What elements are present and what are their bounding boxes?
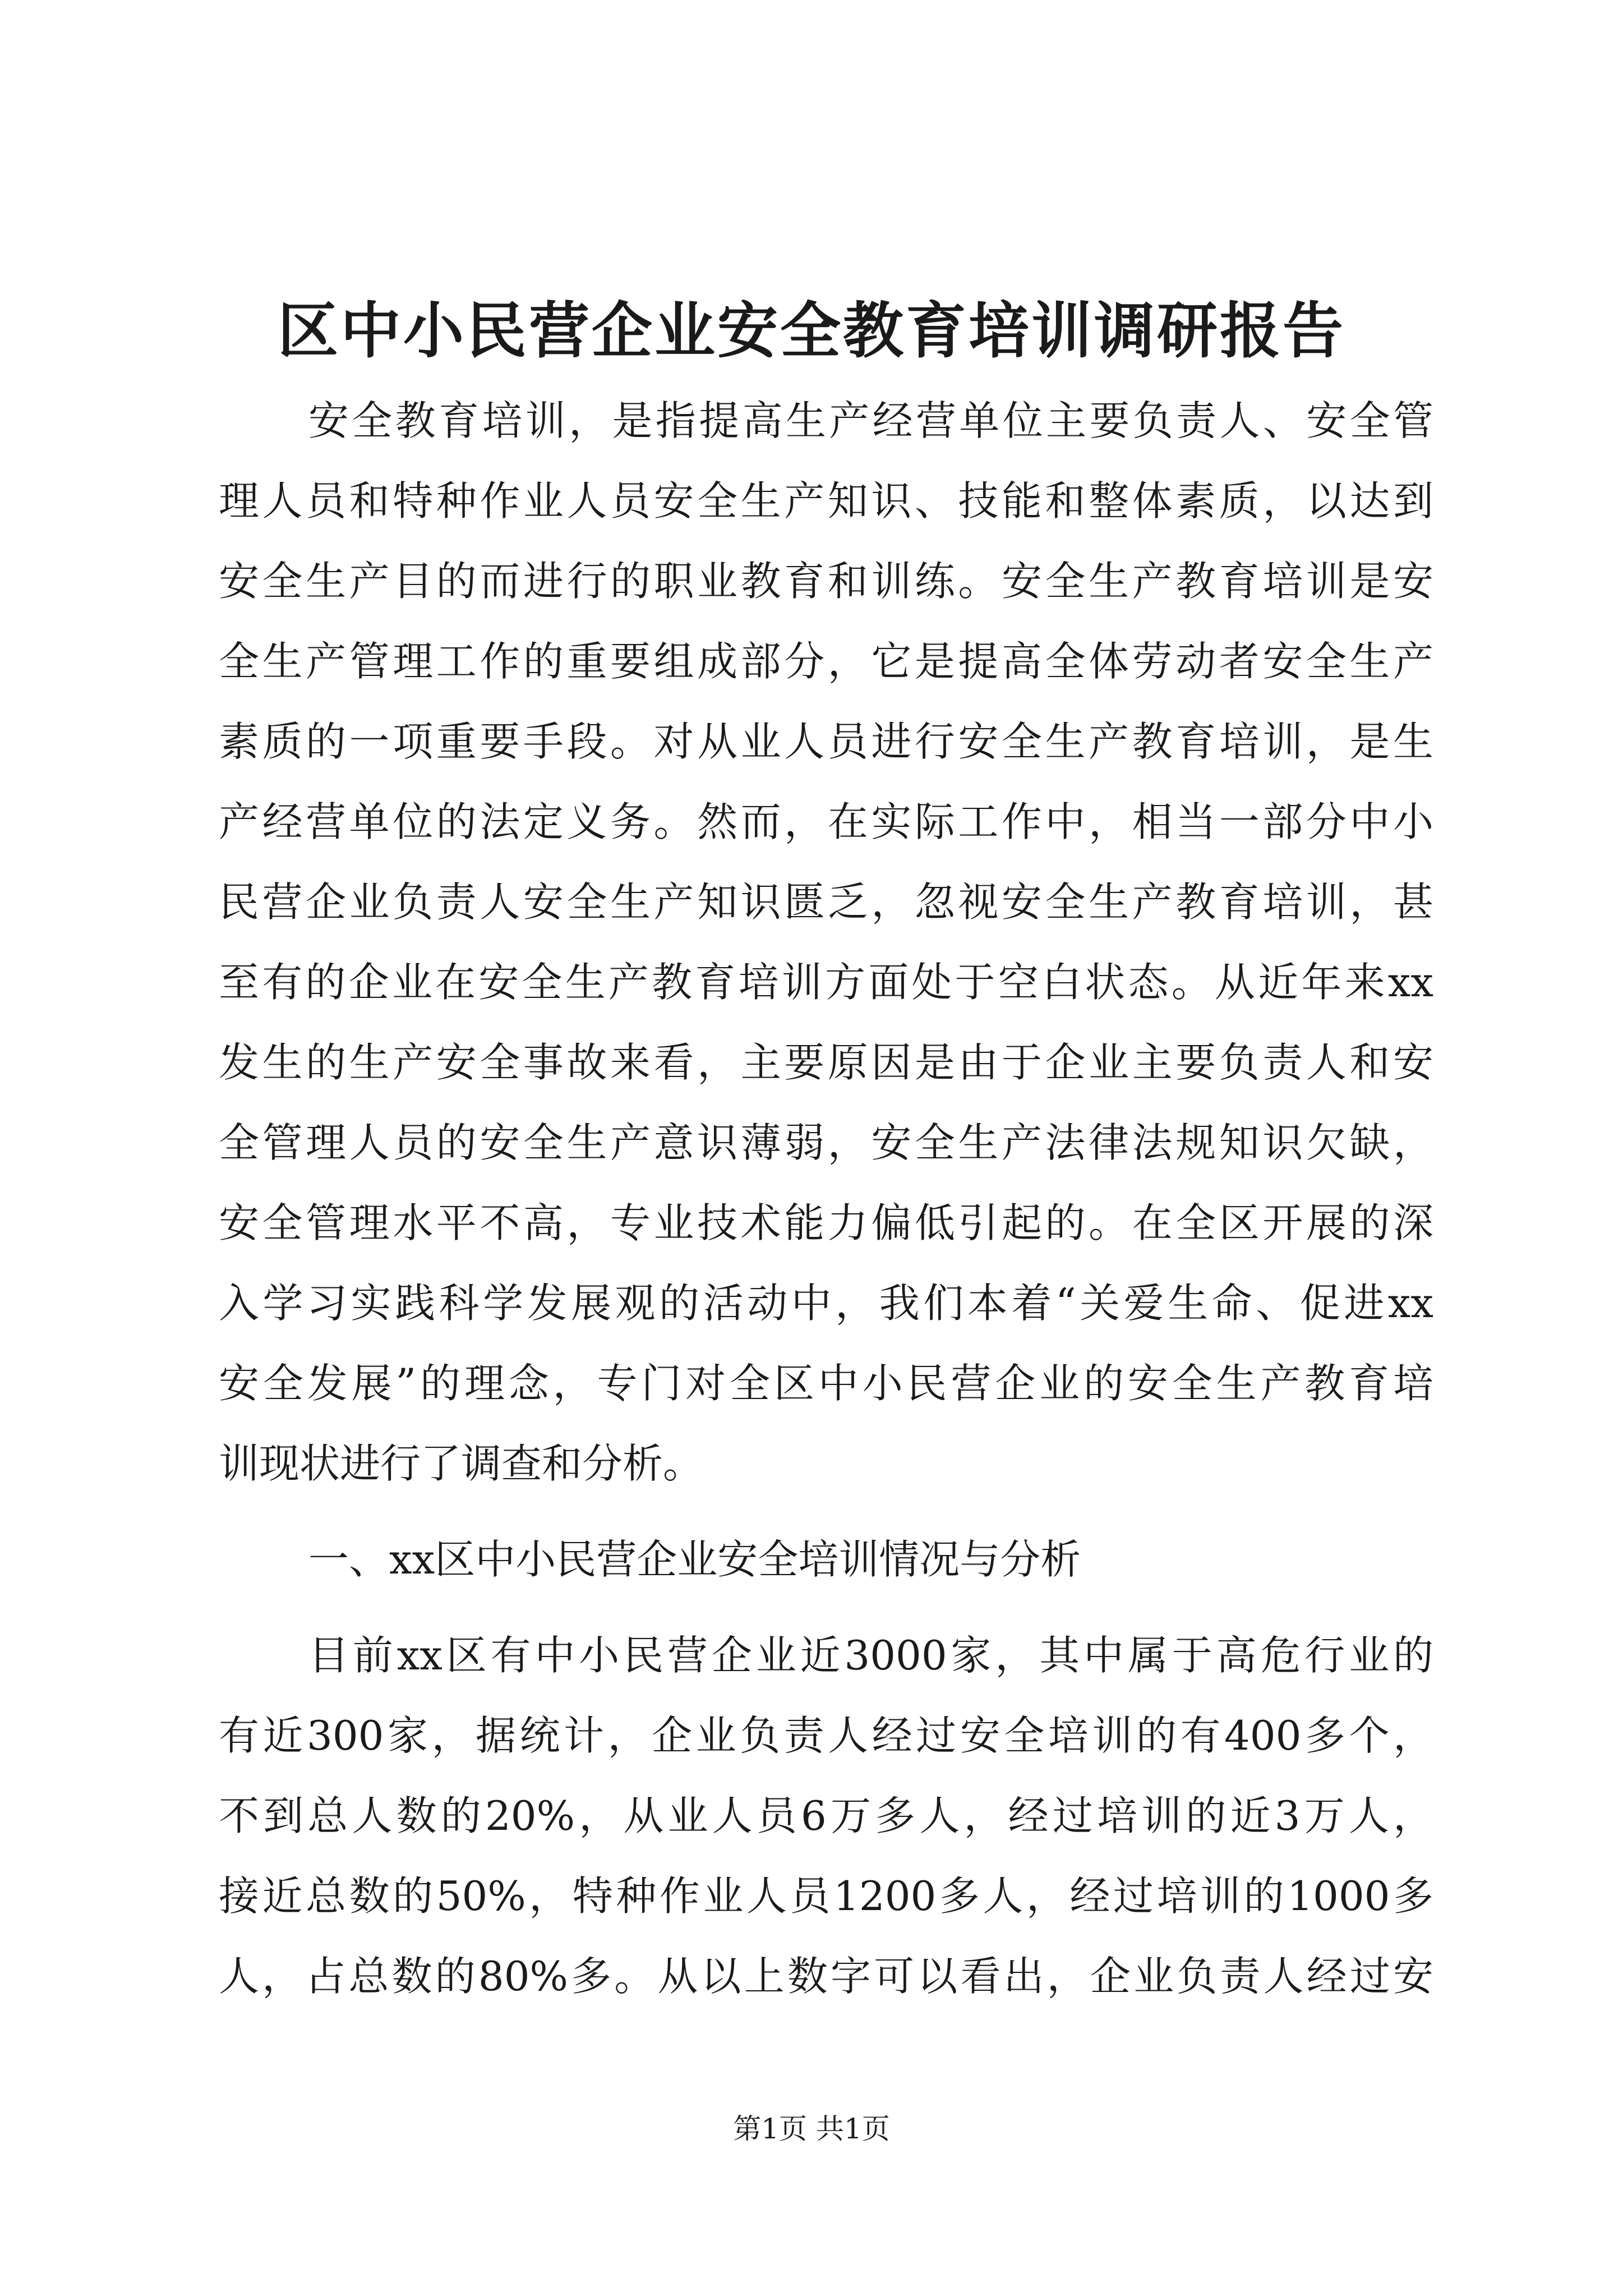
body-line: 安全管理水平不高，专业技术能力偏低引起的。在全区开展的深 <box>219 1199 1433 1246</box>
body-line: 接近总数的50%，特种作业人员1200多人，经过培训的1000多 <box>219 1872 1433 1920</box>
body-line: 人，占总数的80%多。从以上数字可以看出，企业负责人经过安 <box>219 1953 1433 2000</box>
document-title: 区中小民营企业安全教育培训调研报告 <box>277 296 1345 366</box>
page-footer: 第1页 共1页 <box>733 2113 890 2145</box>
body-line: 全管理人员的安全生产意识薄弱，安全生产法律法规知识欠缺， <box>219 1119 1433 1166</box>
section-heading: 一、xx区中小民营企业安全培训情况与分析 <box>308 1536 1081 1583</box>
body-line: 安全发展”的理念，专门对全区中小民营企业的安全生产教育培 <box>219 1360 1433 1407</box>
body-line: 目前xx区有中小民营企业近3000家，其中属于高危行业的 <box>308 1632 1433 1679</box>
body-line: 有近300家，据统计，企业负责人经过安全培训的有400多个， <box>219 1712 1433 1759</box>
body-line: 训现状进行了调查和分析。 <box>219 1440 704 1487</box>
body-line: 发生的生产安全事故来看，主要原因是由于企业主要负责人和安 <box>219 1039 1433 1086</box>
body-line: 安全生产目的而进行的职业教育和训练。安全生产教育培训是安 <box>219 558 1433 605</box>
body-line: 素质的一项重要手段。对从业人员进行安全生产教育培训，是生 <box>219 718 1433 765</box>
body-line: 产经营单位的法定义务。然而，在实际工作中，相当一部分中小 <box>219 798 1433 845</box>
body-line: 民营企业负责人安全生产知识匮乏，忽视安全生产教育培训，甚 <box>219 878 1433 926</box>
body-line: 入学习实践科学发展观的活动中，我们本着“关爱生命、促进xx <box>219 1280 1433 1327</box>
body-line: 理人员和特种作业人员安全生产知识、技能和整体素质，以达到 <box>219 477 1433 524</box>
body-line: 不到总人数的20%，从业人员6万多人，经过培训的近3万人， <box>219 1792 1433 1839</box>
body-line: 安全教育培训，是指提高生产经营单位主要负责人、安全管 <box>308 397 1433 444</box>
body-line: 至有的企业在安全生产教育培训方面处于空白状态。从近年来xx <box>219 959 1433 1006</box>
body-line: 全生产管理工作的重要组成部分，它是提高全体劳动者安全生产 <box>219 638 1433 685</box>
